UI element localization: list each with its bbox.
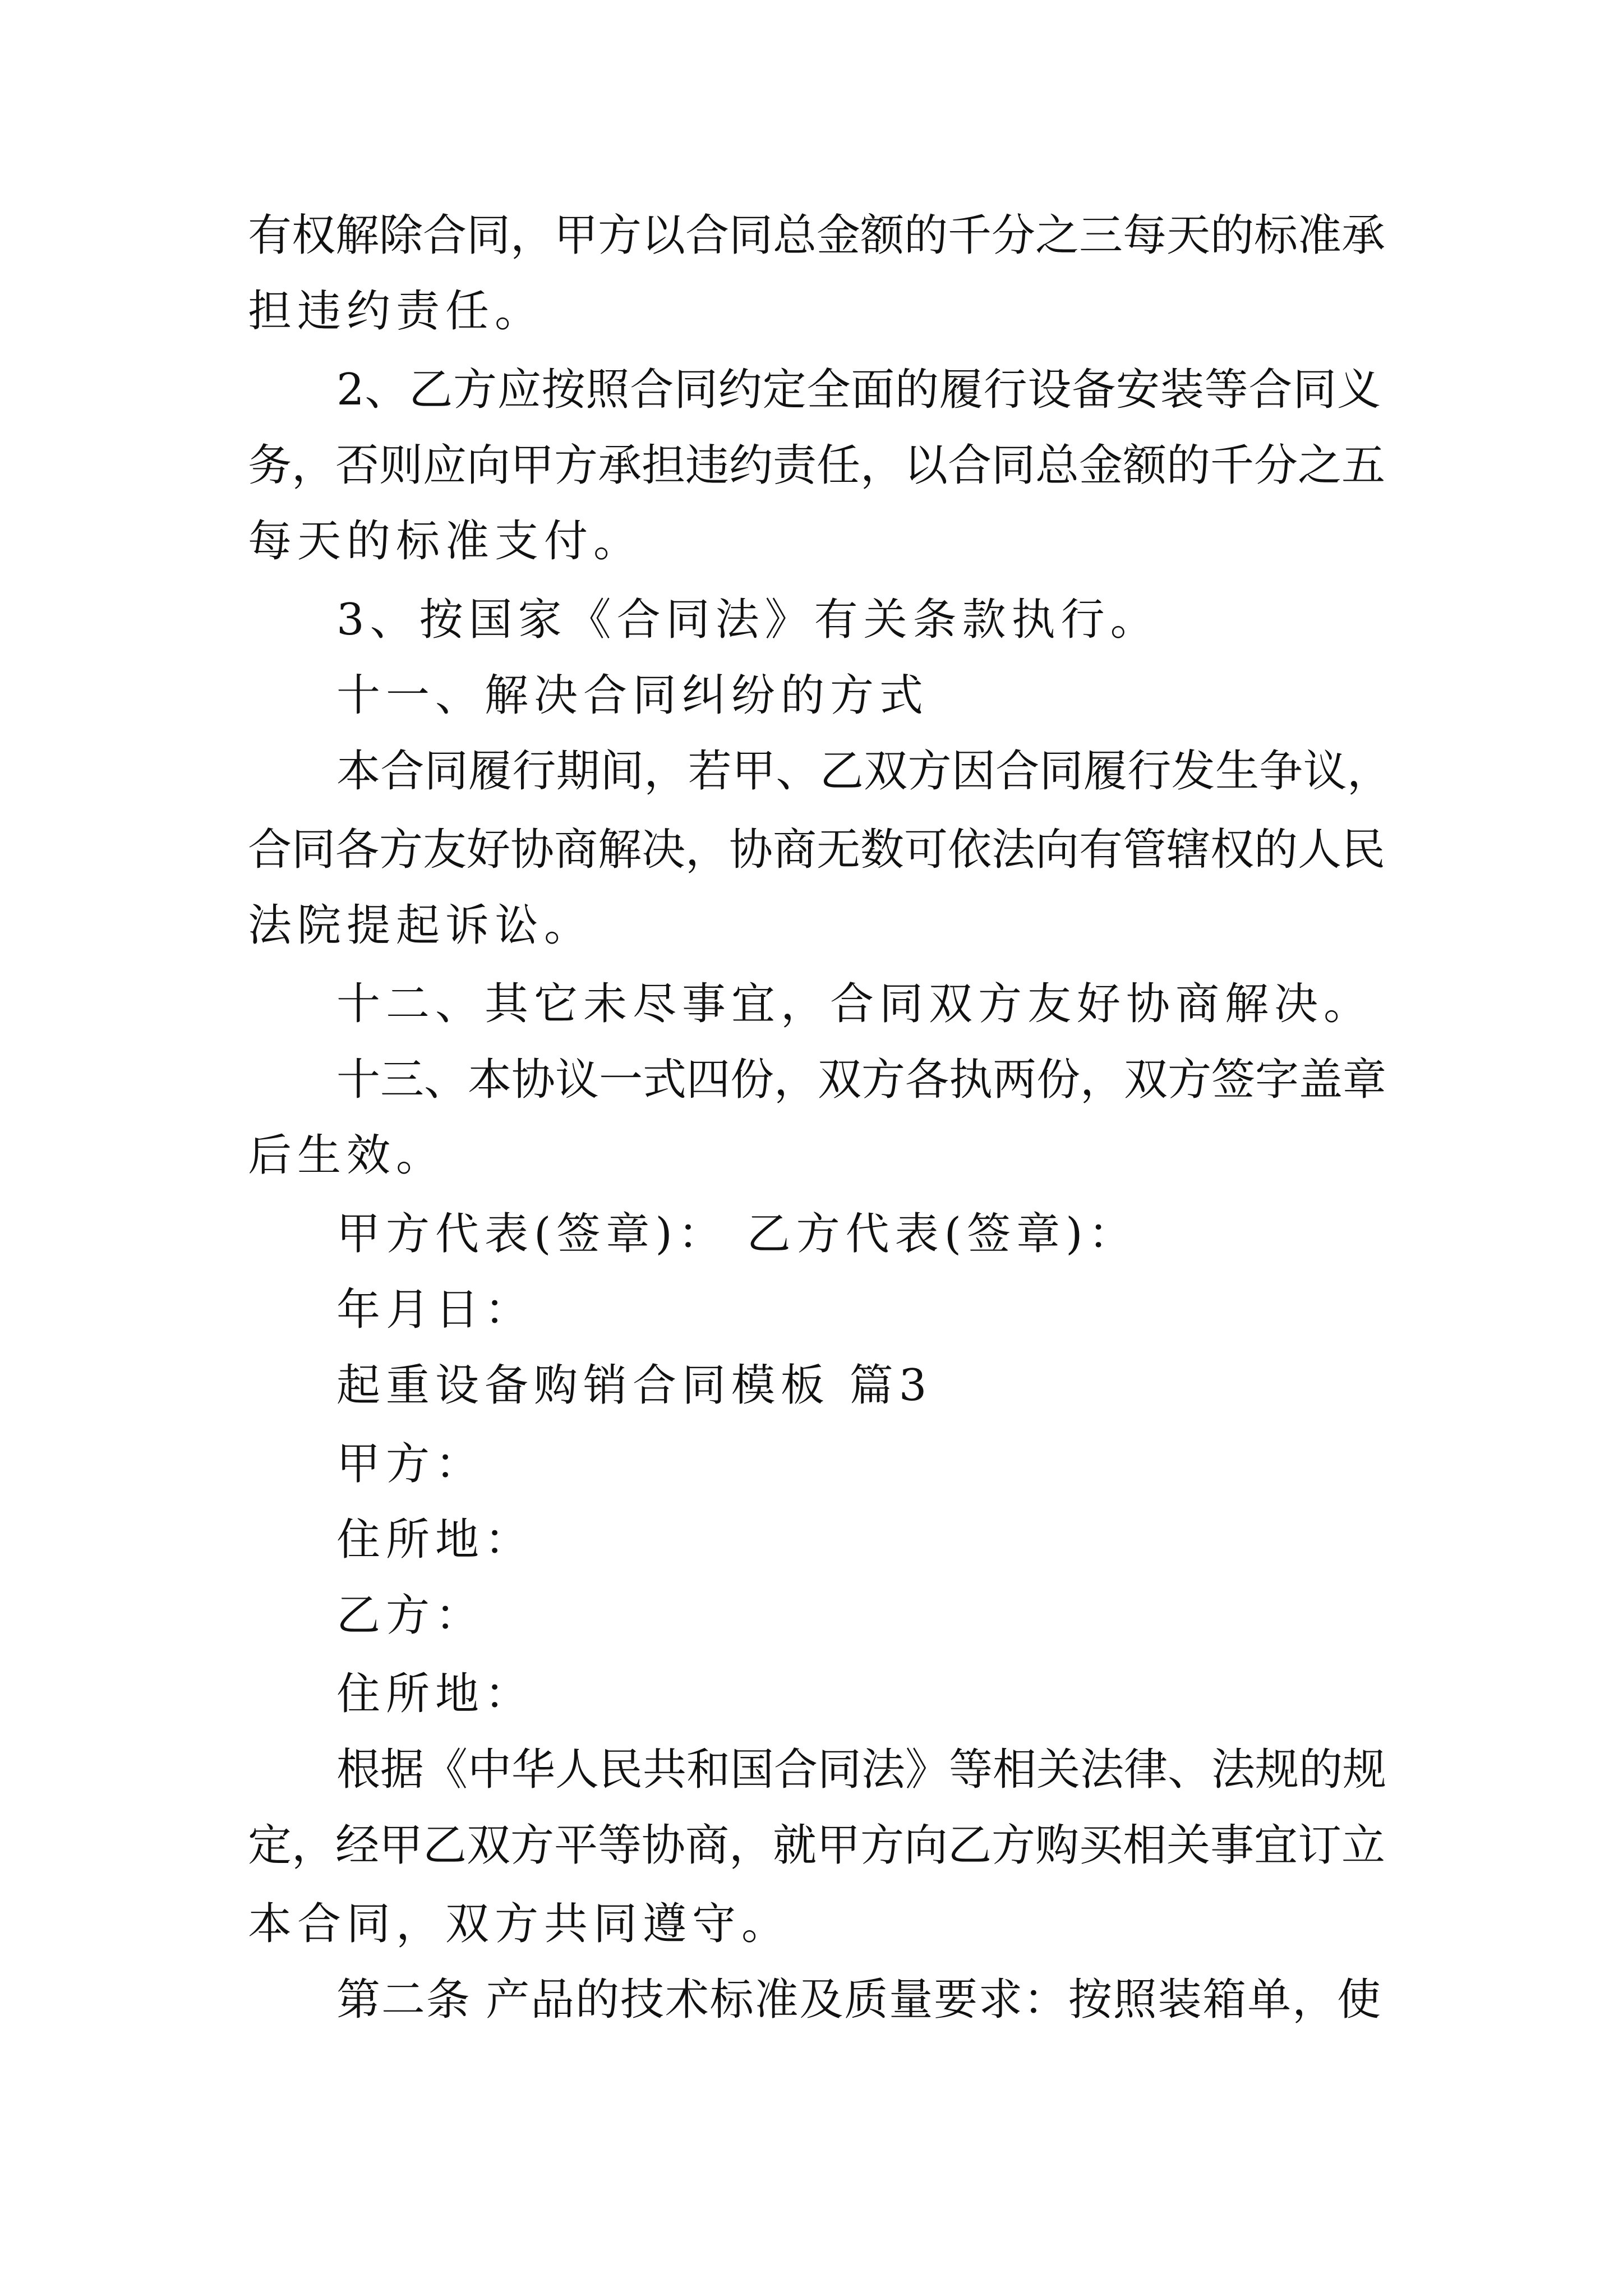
text-line: 2、乙方应按照合同约定全面的履行设备安装等合同义 <box>336 365 1381 415</box>
text-line: 后生效。 <box>248 1130 446 1181</box>
text-line: 本合同履行期间，若甲、乙双方因合同履行发生争议， <box>336 746 1391 797</box>
text-line: 合同各方友好协商解决，协商无数可依法向有管辖权的人民 <box>248 825 1386 875</box>
text-line: 务，否则应向甲方承担违约责任，以合同总金额的千分之五 <box>248 440 1386 491</box>
text-line: 担违约责任。 <box>248 286 545 337</box>
text-line: 第二条 产品的技术标准及质量要求：按照装箱单，使 <box>336 1975 1381 2025</box>
text-line: 本合同，双方共同遵守。 <box>248 1899 791 1949</box>
address-label: 住所地： <box>336 1515 534 1565</box>
address-label: 住所地： <box>336 1669 534 1719</box>
party-a-label: 甲方： <box>336 1439 485 1489</box>
document-subtitle: 起重设备购销合同模板 篇3 <box>336 1360 933 1411</box>
section-heading: 十一、解决合同纠纷的方式 <box>336 670 929 721</box>
text-line: 有权解除合同，甲方以合同总金额的千分之三每天的标准承 <box>248 210 1386 261</box>
party-b-label: 乙方： <box>336 1590 485 1641</box>
date-line: 年月日： <box>336 1285 534 1335</box>
signature-line: 甲方代表(签章)： 乙方代表(签章)： <box>336 1209 1138 1259</box>
text-line: 法院提起诉讼。 <box>248 900 594 951</box>
text-line: 根据《中华人民共和国合同法》等相关法律、法规的规 <box>336 1745 1387 1795</box>
text-line: 十三、本协议一式四份，双方各执两份，双方签字盖章 <box>336 1055 1387 1105</box>
text-line: 3、按国家《合同法》有关条款执行。 <box>336 595 1160 645</box>
text-line: 十二、其它未尽事宜，合同双方友好协商解决。 <box>336 979 1373 1029</box>
text-line: 每天的标准支付。 <box>248 516 643 567</box>
text-line: 定，经甲乙双方平等协商，就甲方向乙方购买相关事宜订立 <box>248 1820 1386 1871</box>
